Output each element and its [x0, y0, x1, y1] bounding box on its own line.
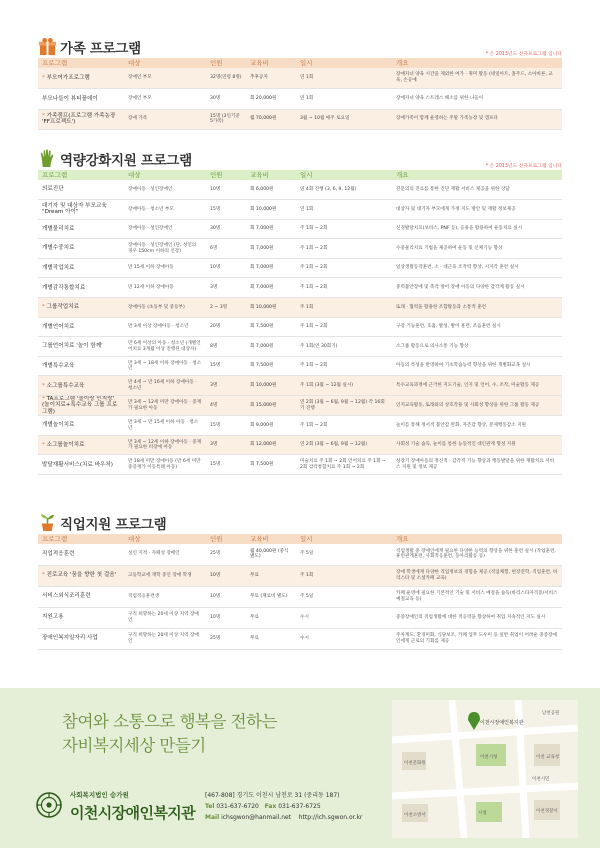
cell-desc: 구강 기능훈련, 호흡, 발성, 발어 훈련, 조음훈련 실시	[392, 317, 562, 337]
cell-date: 3월 ~ 10월 매주 토요일	[296, 109, 392, 130]
cell-date: 주 1회 ~ 2회	[296, 278, 392, 298]
cell-fee: 추후공지	[246, 68, 296, 89]
program-name: 소그룹특수교육	[46, 382, 85, 389]
program-name: 개별놀이치료	[42, 422, 75, 429]
tel-label: Tel	[205, 803, 215, 810]
column-header: 개요	[392, 58, 562, 68]
cell-date: 수시	[296, 607, 392, 628]
cell-desc: 수중물리치료 기법을 제공하여 운동 및 신체기능 향상	[392, 239, 562, 259]
cell-date: 연 1회	[296, 68, 392, 89]
column-header: 대상	[124, 58, 206, 68]
cell-date: 주 1회 ~ 2회	[296, 416, 392, 436]
contact-block	[205, 790, 362, 823]
program-name: 서비스외식조리훈련	[42, 593, 91, 600]
program-name: 개별물리치료	[42, 225, 75, 232]
cell-prog	[38, 239, 124, 259]
cell-count: 10명	[206, 607, 246, 628]
family-new-program-note: * 은 2013년도 신규프로그램 입니다	[485, 52, 562, 57]
table-row	[38, 200, 562, 220]
gift-box-icon	[38, 37, 57, 56]
program-name: 소그룹놀이치료	[46, 441, 85, 448]
cell-target: 장애아동 · 성인장애인	[124, 180, 206, 200]
cell-prog	[38, 396, 124, 416]
table-row	[38, 317, 562, 337]
cell-prog	[38, 219, 124, 239]
table-row	[38, 109, 562, 130]
column-header: 교육비	[246, 58, 296, 68]
cell-count: 3명	[206, 435, 246, 455]
mail-address[interactable]: ichsgwon@hanmail.net	[221, 814, 292, 821]
cell-date: 주 1회 (3월 ~ 12월 실시)	[296, 376, 392, 396]
cell-date: 주 1회(연 30회기)	[296, 337, 392, 357]
cell-fee: 무료 (재료비 별도)	[246, 586, 296, 607]
organization-logo-icon	[36, 792, 62, 818]
cell-target: 장애아동 (초등부 및 중등부)	[124, 298, 206, 318]
cell-target: 만 3세 ~ 만 15세 이하 아동 · 청소년	[124, 416, 206, 436]
cell-date: 미술치료 주 1회 ~ 2회 언어치료 주 1회 ~ 2회 감각통합치료 주 1회 ~ 2회	[296, 455, 392, 475]
organization-subtitle: 사회복지법인 승가원	[70, 791, 129, 799]
cell-desc: 중력불안장애 및 촉각 방어 장애 아동의 다양한 감각계 활동 실시	[392, 278, 562, 298]
map-label-sicheong: 시청	[478, 811, 487, 816]
table-row	[38, 298, 562, 318]
cell-prog	[38, 278, 124, 298]
cell-fee: 회 6,000원	[246, 180, 296, 200]
cell-fee: 회 15,000원	[246, 396, 296, 416]
cell-target: 구직 희망하는 20세 이상 지역 장애인	[124, 628, 206, 649]
program-name: 발달재활서비스(치료 바우처)	[42, 461, 113, 468]
cell-target: 장애아동 · 성인장애인	[124, 219, 206, 239]
cell-desc: 신경발달치료(보바스, PNF 등), 응용을 활용하여 운동치료 실시	[392, 219, 562, 239]
job-section	[38, 512, 562, 650]
cell-fee: 무료	[246, 628, 296, 649]
cell-prog	[38, 586, 124, 607]
capacity-new-program-note: * 은 2013년도 신규프로그램 입니다	[485, 164, 562, 169]
table-header-row	[38, 58, 562, 68]
cell-fee: 회 9,000원	[246, 416, 296, 436]
cell-target: 만 3세 이상 장애아동 · 청소년	[124, 317, 206, 337]
family-section-header	[38, 36, 562, 58]
table-row	[38, 219, 562, 239]
cell-count: 8명	[206, 337, 246, 357]
table-row	[38, 544, 562, 565]
column-header: 대상	[124, 534, 206, 544]
program-name: TA프로그램 '놀이랑 인지랑' (놀이치료+특수교육 그룹 프로그램)	[42, 396, 118, 415]
cell-desc: 장애가족이 함께 운영하는 주말 가족농장 및 캠프다	[392, 109, 562, 130]
column-header: 일시	[296, 58, 392, 68]
cell-target: 장애인 부모	[124, 89, 206, 110]
cell-date: 주 1회	[296, 298, 392, 318]
new-program-star: *	[42, 396, 47, 403]
capacity-section	[38, 148, 562, 475]
program-name: 개별특수교육	[42, 362, 75, 369]
capacity-section-title: 역량강화지원 프로그램	[60, 153, 192, 169]
column-header: 프로그램	[38, 58, 124, 68]
cell-fee: 회 7,500원	[246, 317, 296, 337]
cell-desc: 전문의의 진료를 통한 진단 재활 서비스 제공을 위한 상담	[392, 180, 562, 200]
cell-count: 15명	[206, 455, 246, 475]
cell-target: 만 3세 ~ 18세 이하 장애아동 · 청소년	[124, 356, 206, 376]
cell-date: 주 1회	[296, 565, 392, 586]
job-section-header	[38, 512, 562, 534]
cell-prog	[38, 298, 124, 318]
new-program-star: *	[42, 74, 47, 81]
cell-desc: 중증장애인의 직업생활에 대한 적응력을 향상하여 취업 지속적인 지도 실시	[392, 607, 562, 628]
fax-label: Fax	[264, 803, 277, 810]
column-header: 교육비	[246, 170, 296, 180]
cell-fee: 회 20,000원	[246, 89, 296, 110]
capacity-section-header	[38, 148, 562, 170]
cell-desc: 대상자 및 대기자 부모에게 가정 지도 방안 및 재활 정보제공	[392, 200, 562, 220]
cell-prog	[38, 337, 124, 357]
cell-count: 15명	[206, 356, 246, 376]
tel-number: 031-637-6720	[216, 803, 259, 810]
cell-target: 직업적응훈련생	[124, 586, 206, 607]
cell-desc: 특수교육과정에 근거한 지도기술, 인지 및 언어, 수, 조작, 미술활동 제공	[392, 376, 562, 396]
column-header: 프로그램	[38, 534, 124, 544]
cell-desc: 장애 학생에게 다양한 직업정보의 경험을 제공 (직업체험, 현장견학, 직업훈련, 바리스타 및 소셜카페 교육)	[392, 565, 562, 586]
cell-fee: 회 10,000원	[246, 200, 296, 220]
cell-date: 주 1회 ~ 2회	[296, 317, 392, 337]
cell-fee: 회 12,000원	[246, 435, 296, 455]
location-map	[392, 700, 578, 838]
cell-prog	[38, 200, 124, 220]
cell-date: 연 2회 (3월 ~ 6월, 9월 ~ 12월)	[296, 435, 392, 455]
new-program-star: *	[42, 572, 47, 579]
program-name: 가족캠프(프로그램 가족농장 'FF프로젝트')	[42, 112, 116, 126]
cell-count: 10명	[206, 565, 246, 586]
cell-date: 주 1회 ~ 2회	[296, 258, 392, 278]
cell-count: 3명	[206, 278, 246, 298]
cell-target: 장애아동 · 청소년 부모	[124, 200, 206, 220]
cell-count: 10명	[206, 586, 246, 607]
cell-count: 6명	[206, 239, 246, 259]
cell-fee: 월 40,000원 (중식 별도)	[246, 544, 296, 565]
cell-count: 15명 (3인기준 5가족)	[206, 109, 246, 130]
cell-date: 주 1회 ~ 2회	[296, 239, 392, 259]
family-program-table	[38, 58, 562, 130]
cell-desc: 장애자녀 양육 스트레스 해소를 위한 나들이	[392, 89, 562, 110]
cell-prog	[38, 565, 124, 586]
map-label-park: 남천공원	[542, 711, 560, 716]
table-row	[38, 89, 562, 110]
cell-prog	[38, 435, 124, 455]
cell-fee: 회 7,000원	[246, 219, 296, 239]
cell-prog	[38, 317, 124, 337]
cell-target: 만 18세 미만 장애아동 (만 6세 미만 중증재가 이동특례 아동)	[124, 455, 206, 475]
cell-desc: 일상생활동작훈련, 소 · 대근육 조작력 향상, 시지각 훈련 실시	[392, 258, 562, 278]
cell-fee: 회 7,000원	[246, 278, 296, 298]
cell-prog	[38, 258, 124, 278]
phone-fax-line	[205, 801, 362, 812]
cell-count: 2 ~ 3명	[206, 298, 246, 318]
tagline-line-1: 참여와 소통으로 행복을 전하는	[62, 712, 277, 731]
table-row	[38, 337, 562, 357]
mail-web-line	[205, 812, 362, 823]
cell-fee: 무료	[246, 565, 296, 586]
cell-fee: 회 10,000원	[246, 298, 296, 318]
map-label-police: 이천경찰서	[536, 809, 558, 814]
map-label-culture-center: 이천문화원	[404, 761, 426, 766]
cell-date: 주 5일	[296, 544, 392, 565]
column-header: 인원	[206, 58, 246, 68]
column-header: 프로그램	[38, 170, 124, 180]
cell-desc: 소그룹 활동으로 의사소통 기능 향상	[392, 337, 562, 357]
organization-name: 이천시장애인복지관	[70, 804, 196, 822]
cell-fee: 회 7,500원	[246, 356, 296, 376]
cell-prog	[38, 180, 124, 200]
cell-target: 만 15세 이하 장애아동	[124, 258, 206, 278]
cell-count: 10명	[206, 180, 246, 200]
cell-count: 30명	[206, 89, 246, 110]
program-name: 진로교육 '꿈을 향한 첫 걸음'	[46, 572, 117, 579]
column-header: 대상	[124, 170, 206, 180]
program-name: 개별수중치료	[42, 245, 75, 252]
cell-prog	[38, 376, 124, 396]
table-row	[38, 68, 562, 89]
cell-count: 20명	[206, 317, 246, 337]
cell-desc: 인지교육활동, 또래와의 상호작용 및 사회성 향상을 위한 그룹 활동 제공	[392, 396, 562, 416]
cell-prog	[38, 68, 124, 89]
table-row	[38, 607, 562, 628]
cell-date: 연 1회	[296, 89, 392, 110]
program-name: 대기자 및 대상자 부모교육 "Dream 아이"	[42, 202, 107, 216]
cell-target: 만 4세 ~ 만 16세 이하 장애아동 · 청소년	[124, 376, 206, 396]
table-row	[38, 416, 562, 436]
website-link[interactable]: http://ich.sgwon.or.kr	[298, 814, 363, 821]
cell-date: 수시	[296, 628, 392, 649]
new-program-star: *	[42, 441, 47, 448]
cell-target: 장애아동 · 성인장애인 (단, 성인의 경우 150cm 이하의 신장)	[124, 239, 206, 259]
table-row	[38, 565, 562, 586]
new-program-star: *	[42, 304, 47, 311]
column-header: 교육비	[246, 534, 296, 544]
family-section-title: 가족 프로그램	[60, 41, 141, 57]
cell-count: 32명(연령 8명)	[206, 68, 246, 89]
cell-date: 주 1회 ~ 2회	[296, 356, 392, 376]
cell-count: 4명	[206, 396, 246, 416]
map-label-education-office: 이천 교육청	[536, 755, 560, 760]
table-row	[38, 376, 562, 396]
program-name: 개별언어치료	[42, 323, 75, 330]
cell-target: 만 6세 이상의 아동 · 청소년 (개별언어치료 3개월 이상 진행된 대상자)	[124, 337, 206, 357]
cell-desc: 놀이를 통해 정서적 불안감 완화, 자존감 향상, 문제행동감소 지원	[392, 416, 562, 436]
table-row	[38, 628, 562, 649]
cell-fee: 회 10,000원	[246, 376, 296, 396]
cell-prog	[38, 628, 124, 649]
sprout-pot-icon	[38, 513, 57, 532]
cell-desc: 카페 운영에 필요한 기본적인 기술 및 서비스 예절을 습득(바리스타자격증/서비스예절교육 등)	[392, 586, 562, 607]
address-text: [467-808] 경기도 이천시 남천로 31 (중리동 187)	[205, 792, 340, 799]
program-name: 지원고용	[42, 614, 64, 621]
cell-prog	[38, 416, 124, 436]
column-header: 인원	[206, 170, 246, 180]
program-name: 장애인복지일자리 사업	[42, 635, 98, 642]
raised-hand-icon	[38, 149, 57, 168]
job-section-title: 직업지원 프로그램	[60, 517, 167, 533]
program-name: 부모여가프로그램	[46, 74, 90, 81]
cell-date: 주 5일	[296, 586, 392, 607]
program-name: 그룹언어치료 '놀이 함께'	[42, 343, 103, 350]
tagline-line-2: 자비복지세상 만들기	[62, 736, 206, 755]
family-section	[38, 36, 562, 130]
cell-prog	[38, 455, 124, 475]
cell-fee: 무료	[246, 607, 296, 628]
cell-target: 고등학교에 재학 중인 장애 학생	[124, 565, 206, 586]
table-row	[38, 455, 562, 475]
footer-banner	[0, 688, 600, 848]
column-header: 개요	[392, 170, 562, 180]
new-program-star: *	[42, 382, 47, 389]
map-label-citizen: 이천시민	[532, 777, 550, 782]
program-name: 개별감각통합치료	[42, 284, 86, 291]
cell-fee: 회 7,000원	[246, 239, 296, 259]
cell-count: 25명	[206, 544, 246, 565]
cell-target: 만 12세 이하 장애아동	[124, 278, 206, 298]
cell-desc: 직업생활 중 장애인에게 필요한 다양한 능력의 향상을 위한 훈련 실시 (작업훈련, 휴먼관계훈련, 사회적응훈련, 동아리활동 등)	[392, 544, 562, 565]
cell-date: 주 1회 ~ 2회	[296, 219, 392, 239]
column-header: 개요	[392, 534, 562, 544]
cell-target: 구직 희망하는 20세 이상 지역 장애인	[124, 607, 206, 628]
program-name: 의료진단	[42, 186, 64, 193]
capacity-program-table	[38, 170, 562, 475]
table-header-row	[38, 170, 562, 180]
table-row	[38, 435, 562, 455]
map-label-facility: 이천시장애인복지관	[480, 720, 524, 726]
cell-target: 만 3세 ~ 12세 미만 장애아동 · 증재가 필요한 아동	[124, 396, 206, 416]
table-row	[38, 239, 562, 259]
cell-prog	[38, 607, 124, 628]
cell-count: 15명	[206, 200, 246, 220]
column-header: 일시	[296, 534, 392, 544]
cell-count: 30명	[206, 219, 246, 239]
cell-desc: 또래 · 협력을 활용한 조합활동과 소통적 훈련	[392, 298, 562, 318]
job-program-table	[38, 534, 562, 650]
cell-desc: 사회성 기술 습득, 놀이를 통한 능동적인 대인관계 형성 지원	[392, 435, 562, 455]
cell-count: 15명	[206, 416, 246, 436]
table-row	[38, 356, 562, 376]
cell-fee: 회 7,500원	[246, 455, 296, 475]
cell-count: 10명	[206, 258, 246, 278]
cell-target: 성인 지적 · 자폐성 장애인	[124, 544, 206, 565]
cell-prog	[38, 89, 124, 110]
cell-count: 3명	[206, 376, 246, 396]
program-name: 직업적응훈련	[42, 551, 75, 558]
table-row	[38, 258, 562, 278]
cell-prog	[38, 356, 124, 376]
mail-label: Mail	[205, 814, 220, 821]
table-header-row	[38, 534, 562, 544]
cell-date: 연 2회 (3월 ~ 6월, 9월 ~ 12월) 각 16회기 진행	[296, 396, 392, 416]
table-row	[38, 396, 562, 416]
cell-date: 연 1회	[296, 200, 392, 220]
cell-desc: 주차계도, 환경미화, 식당보조, 카페 업무 도우미 등 일반 취업이 어려운 중증장애인에게 근로의 기회를 제공	[392, 628, 562, 649]
cell-desc: 성장기 장애아동의 정신적 · 감각적 기능 향상과 행동발달을 위한 재활치료 서비스 지원 및 정보 제공	[392, 455, 562, 475]
cell-target: 장애인 부모	[124, 68, 206, 89]
cell-fee: 월 70,000원	[246, 109, 296, 130]
program-name: 그룹작업치료	[46, 304, 79, 311]
column-header: 인원	[206, 534, 246, 544]
fax-number: 031-637-6725	[278, 803, 321, 810]
cell-desc: 아동의 특성을 반영하여 기초학습능력 향상을 위한 개별화교육 실시	[392, 356, 562, 376]
cell-prog	[38, 544, 124, 565]
cell-count: 25명	[206, 628, 246, 649]
cell-desc: 장애자녀 양육 시간을 제외한 여가 · 취미 활동 (네일아트, 홈주드, 소아바른, 교육, 손공예	[392, 68, 562, 89]
cell-prog	[38, 109, 124, 130]
column-header: 일시	[296, 170, 392, 180]
new-program-star: *	[42, 112, 47, 119]
program-name: 부모나들이 뷰티플데이	[42, 95, 98, 102]
cell-fee: 회 7,000원	[246, 258, 296, 278]
program-name: 개별작업치료	[42, 264, 75, 271]
map-label-city-hall: 이천시청	[480, 755, 498, 760]
table-row	[38, 278, 562, 298]
cell-fee: 회 7,000원	[246, 337, 296, 357]
table-row	[38, 586, 562, 607]
cell-target: 장애 가족	[124, 109, 206, 130]
cell-target: 만 3세 ~ 12세 이하 장애아동 · 중재가 필요한 비장애 아동	[124, 435, 206, 455]
cell-date: 연 4회 진행 (3, 6, 9, 12월)	[296, 180, 392, 200]
table-row	[38, 180, 562, 200]
map-label-fire-station: 이천소방서	[404, 813, 426, 818]
